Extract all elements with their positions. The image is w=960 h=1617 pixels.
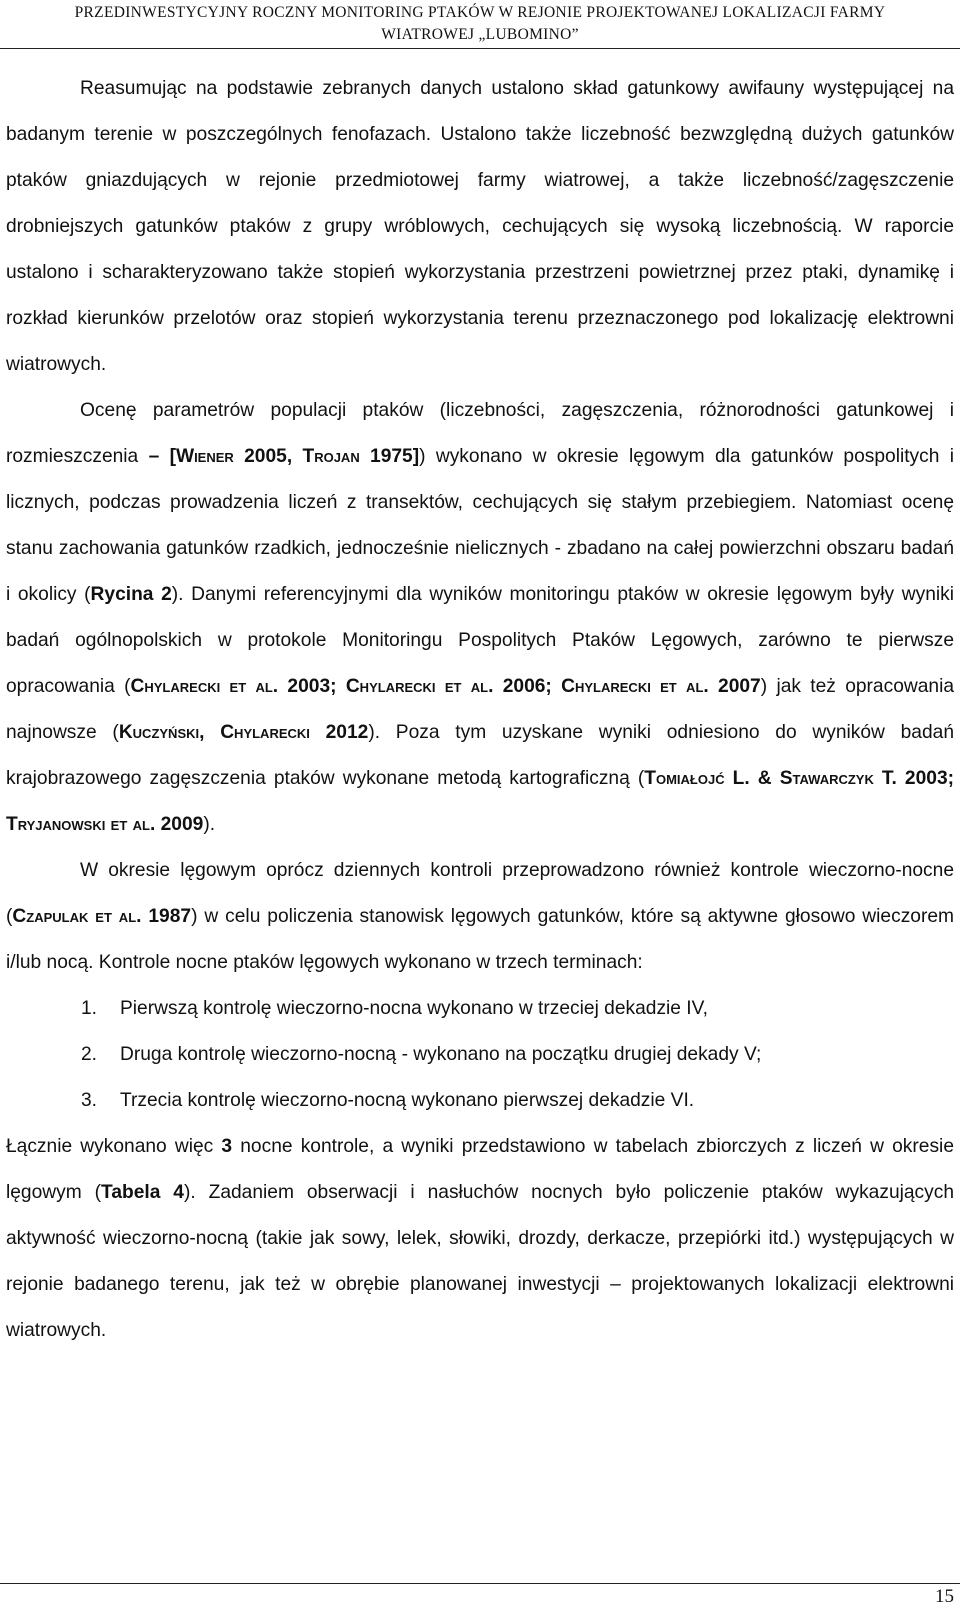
paragraph-text: W okresie lęgowym oprócz dziennych kontroli przeprowadzono również kontrole wieczorno-nocne ( [6,860,954,927]
header-line-1: PRZEDINWESTYCYJNY ROCZNY MONITORING PTAKÓW W REJONIE PROJEKTOWANEJ LOKALIZACJI FARMY [74,4,886,21]
list-number: 3. [81,1090,98,1111]
paragraph-text: nocne kontrole, a wyniki przedstawiono w tabelach zbiorczych z liczeń w okresie lęgowym ( [6,1136,954,1203]
list-item [6,986,954,1032]
list-text: Pierwszą kontrolę wieczorno-nocna wykonano w trzeciej dekadzie IV, [120,998,709,1019]
paragraph-text: ). Zadaniem obserwacji i nasłuchów nocnych było policzenie ptaków wykazujących aktywność wieczorno-nocną (takie jak sowy, lelek, słowiki, drozdy, derkacze, przepiórki itd.) występujących w rejonie badanego terenu, jak też w obrębie planowanej inwestycji – projektowanych lokalizacji elektrowni wiatrowych. [6,1182,955,1341]
figure-reference: Rycina 2 [90,584,172,605]
paragraph-text: Ocenę parametrów populacji ptaków (liczebności, zagęszczenia, różnorodności gatunkowej i rozmieszczenia [6,400,954,467]
list-text: Druga kontrolę wieczorno-nocną - wykonano na początku drugiej dekady V; [120,1044,762,1065]
list-item [6,1078,954,1124]
paragraph-text: ). Danymi referencyjnymi dla wyników monitoringu ptaków w okresie lęgowym były wyniki badań ogólnopolskich w protokole Monitoringu Pospolitych Ptaków Lęgowych, zarówno te pierwsze opracowania ( [6,584,954,697]
paragraph-text: ). Poza tym uzyskane wyniki odniesiono do wyników badań krajobrazowego zagęszczenia ptaków wykonane metodą kartograficzną ( [6,722,954,789]
paragraph-text: ) jak też opracowania najnowsze ( [6,676,954,743]
table-reference: Tabela 4 [101,1182,184,1203]
em-dash: – [148,446,160,467]
paragraph-summary-part-b: W raporcie ustalono i scharakteryzowano także stopień wykorzystania przestrzeni powietrznej przez ptaki, dynamikę i rozkład kierunków przelotów oraz stopień wykorzystania terenu przeznaczonego pod lokalizację elektrowni wiatrowych. [6,216,954,375]
paragraph-conclusion [6,1124,954,1354]
header-line-2: WIATROWEJ „LUBOMINO” [381,26,579,43]
paragraph-summary-part-a: Reasumując na podstawie zebranych danych ustalono skład gatunkowy awifauny występującej na badanym terenie w poszczególnych fenofazach. Ustalono także liczebność bezwzględną dużych gatunków ptaków gniazdujących w rejonie przedmiotowej farmy wiatrowej, a także liczebność/zagęszczenie drobniejszych gatunków ptaków z grupy wróblowych, cechujących się wysoką liczebnością. [6,78,954,237]
footer-divider [0,1583,960,1584]
paragraph-text: ) w celu policzenia stanowisk lęgowych gatunków, które są aktywne głosowo wieczorem i/lub nocą. Kontrole nocne ptaków lęgowych wykonano w trzech terminach: [6,906,954,973]
paragraph-summary [6,66,954,388]
citation-tomialojc-tryjanowski: Tomiałojć L. & Stawarczyk T. 2003; Tryjanowski et al. 2009 [6,768,955,835]
paragraph-text: Łącznie wykonano więc [6,1136,222,1157]
list-number: 2. [81,1044,98,1065]
citation-wiener-trojan: [Wiener 2005, Trojan 1975] [159,446,420,467]
control-count: 3 [221,1136,233,1157]
citation-chylarecki: Chylarecki et al. 2003; Chylarecki et al. 2006; Chylarecki et al. 2007 [130,676,761,697]
citation-czapulak: Czapulak et al. 1987 [12,906,192,927]
paragraph-night-controls [6,848,954,986]
control-dates-list [6,986,954,1124]
paragraph-text: ) wykonano w okresie lęgowym dla gatunków pospolitych i licznych, podczas prowadzenia liczeń z transektów, cechujących się stałym przebiegiem. Natomiast ocenę stanu zachowania gatunków rzadkich, jednocześnie nielicznych - zbadano na całej powierzchni obszaru badań i okolicy ( [6,446,954,605]
list-text: Trzecia kontrolę wieczorno-nocną wykonano pierwszej dekadzie VI. [120,1090,695,1111]
header-divider [0,48,960,49]
list-item [6,1032,954,1078]
running-header [0,2,960,46]
citation-kuczynski: Kuczyński, Chylarecki 2012 [118,722,369,743]
body-text [6,66,954,1354]
paragraph-population-assessment [6,388,954,848]
list-number: 1. [81,998,98,1019]
paragraph-text: ). [203,814,216,835]
page-number: 15 [935,1586,954,1607]
